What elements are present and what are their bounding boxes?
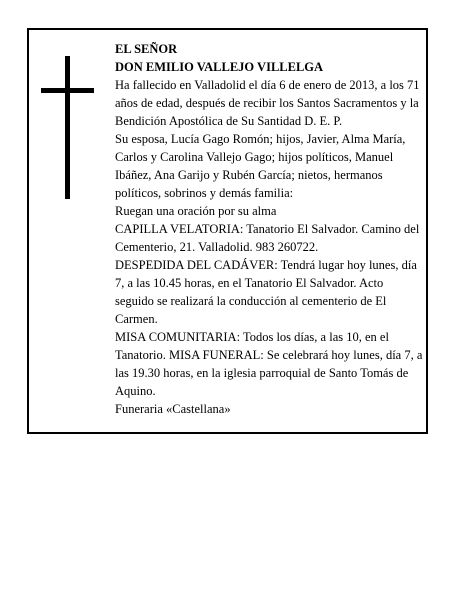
mass-info: MISA COMUNITARIA: Todos los días, a las 10, en el Tanatorio. MISA FUNERAL: Se celebrará hoy lunes, día 7, a las 19.30 horas, en la iglesia parroquial de Santo Tomás de Aquino. [115, 330, 423, 398]
notice-title: EL SEÑOR [115, 42, 178, 56]
funeral-home: Funeraria «Castellana» [115, 402, 231, 416]
cross-icon [41, 56, 94, 199]
wake-chapel-info: CAPILLA VELATORIA: Tanatorio El Salvador. Camino del Cementerio, 21. Valladolid. 983 260722. [115, 222, 420, 254]
prayer-request: Ruegan una oración por su alma [115, 204, 277, 218]
death-announcement: Ha fallecido en Valladolid el día 6 de enero de 2013, a los 71 años de edad, después de recibir los Santos Sacramentos y la Bendición Apostólica de Su Santidad D. E. P. [115, 78, 420, 128]
family-list: Su esposa, Lucía Gago Romón; hijos, Javier, Alma María, Carlos y Carolina Vallejo Gago; hijos políticos, Manuel Ibáñez, Ana Garijo y Rubén García; nietos, hermanos políticos, sobrinos y demás familia: [115, 132, 406, 200]
deceased-name: DON EMILIO VALLEJO VILLELGA [115, 60, 324, 74]
cross-horizontal-bar [41, 88, 94, 93]
obituary-notice [27, 28, 428, 434]
farewell-info: DESPEDIDA DEL CADÁVER: Tendrá lugar hoy lunes, día 7, a las 10.45 horas, en el Tanatorio El Salvador. Acto seguido se realizará la conducción al cementerio de El Carmen. [115, 258, 417, 326]
cross-vertical-bar [65, 56, 70, 199]
notice-text [115, 40, 423, 418]
